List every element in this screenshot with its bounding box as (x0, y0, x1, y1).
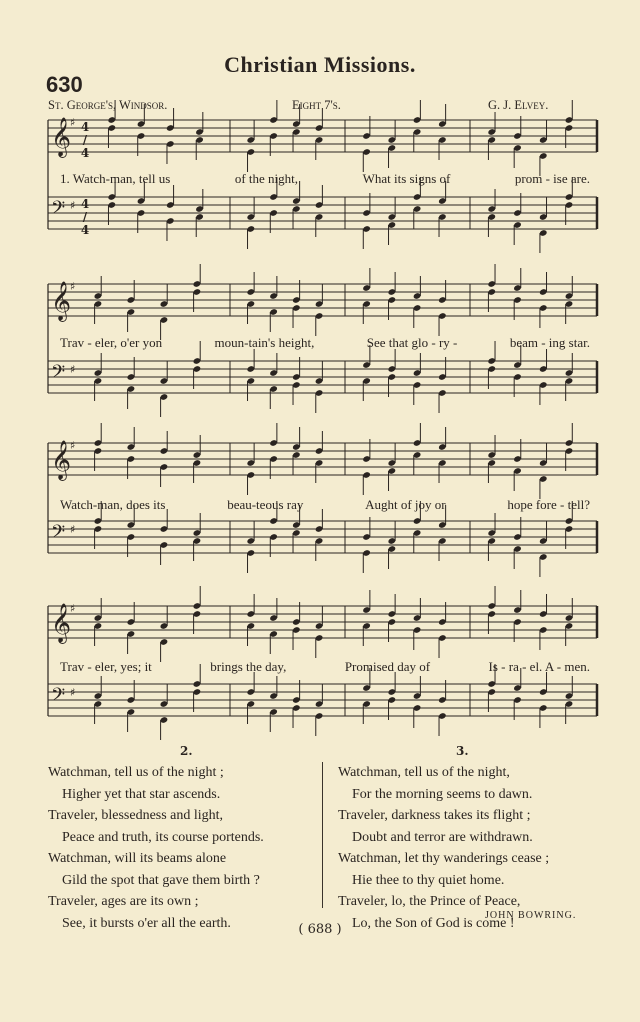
key-sharp: ♯ (70, 439, 76, 452)
treble-clef: 𝄞 (51, 281, 72, 321)
lyric-phrase: What its signs of (362, 171, 451, 186)
verse-line: Doubt and terror are withdrawn. (352, 829, 533, 845)
lyric-phrase: beam - ing star. (509, 335, 590, 350)
composer: G. J. Elvey. (488, 98, 549, 112)
key-sharp: ♯ (70, 280, 76, 293)
verse-line: Watchman, let thy wanderings cease ; (338, 851, 550, 866)
lyric-phrase: beau-teous ray (227, 497, 304, 512)
treble-clef: 𝄞 (51, 603, 72, 643)
lyric-phrase: Trav - eler, yes; it (60, 659, 152, 674)
lyric-line-2 (60, 335, 590, 351)
lyric-phrase: hope fore - tell? (507, 497, 590, 512)
time-signature-treble: 4/4 (78, 120, 92, 159)
verse-line: Peace and truth, its course portends. (62, 829, 264, 845)
key-sharp: ♯ (70, 686, 76, 699)
author: JOHN BOWRING. (485, 910, 577, 921)
verse-line: Traveler, lo, the Prince of Peace, (338, 894, 521, 909)
verse-line: See, it bursts o'er all the earth. (62, 915, 231, 931)
lyric-phrase: 1. Watch-man, tell us (60, 171, 171, 186)
lyric-phrase: Aught of joy or (365, 497, 446, 512)
tune-name: St. George's, Windsor. (48, 98, 168, 112)
lyric-phrase: Is - ra - el. A - men. (488, 659, 590, 674)
verse-3 (338, 762, 549, 934)
key-sharp: ♯ (70, 199, 76, 212)
verse-number: 2. (180, 744, 193, 758)
page-number: ( 688 ) (298, 922, 342, 937)
lyric-phrase: See that glo - ry - (366, 335, 458, 350)
bass-clef: 𝄢 (51, 522, 66, 547)
section-title: Christian Missions. (224, 52, 416, 77)
treble-clef: 𝄞 (51, 117, 72, 157)
lyric-phrase: moun-tain's height, (214, 335, 315, 350)
key-sharp: ♯ (70, 523, 76, 536)
key-sharp: ♯ (70, 363, 76, 376)
verse-line: Hie thee to thy quiet home. (352, 872, 505, 888)
key-sharp: ♯ (70, 602, 76, 615)
verse-line: Watchman, will its beams alone (48, 851, 227, 866)
verse-2 (48, 762, 264, 934)
treble-clef: 𝄞 (51, 440, 72, 480)
hymn-number: 630 (46, 72, 83, 97)
lyric-phrase: Watch-man, does its (60, 497, 166, 512)
verse-number: 3. (456, 744, 469, 758)
verse-line: Traveler, blessedness and light, (48, 808, 224, 823)
lyric-line-3 (60, 497, 590, 513)
meter: Eight 7's. (292, 98, 341, 112)
bass-clef: 𝄢 (51, 198, 66, 223)
lyric-phrase: brings the day, (210, 659, 287, 674)
verse-line: Higher yet that star ascends. (62, 786, 221, 802)
key-sharp: ♯ (70, 116, 76, 129)
verse-line: Watchman, tell us of the night, (338, 765, 510, 780)
lyric-phrase: of the night, (234, 171, 299, 186)
time-signature-bass: 4/4 (78, 197, 92, 236)
lyric-phrase: prom - ise are. (514, 171, 590, 186)
bass-clef: 𝄢 (51, 685, 66, 710)
verse-line: For the morning seems to dawn. (352, 786, 533, 802)
lyric-line-1 (60, 171, 590, 187)
lyric-phrase: Trav - eler, o'er yon (60, 335, 163, 350)
lyric-phrase: Promised day of (344, 659, 431, 674)
verse-line: Traveler, ages are its own ; (48, 894, 199, 909)
lyric-line-4 (60, 659, 590, 675)
verse-line: Lo, the Son of God is come ! (352, 915, 515, 931)
verse-line: Traveler, darkness takes its flight ; (338, 808, 531, 823)
verse-line: Gild the spot that gave them birth ? (62, 872, 260, 888)
bass-clef: 𝄢 (51, 362, 66, 387)
verse-line: Watchman, tell us of the night ; (48, 765, 224, 780)
column-divider (322, 762, 323, 908)
